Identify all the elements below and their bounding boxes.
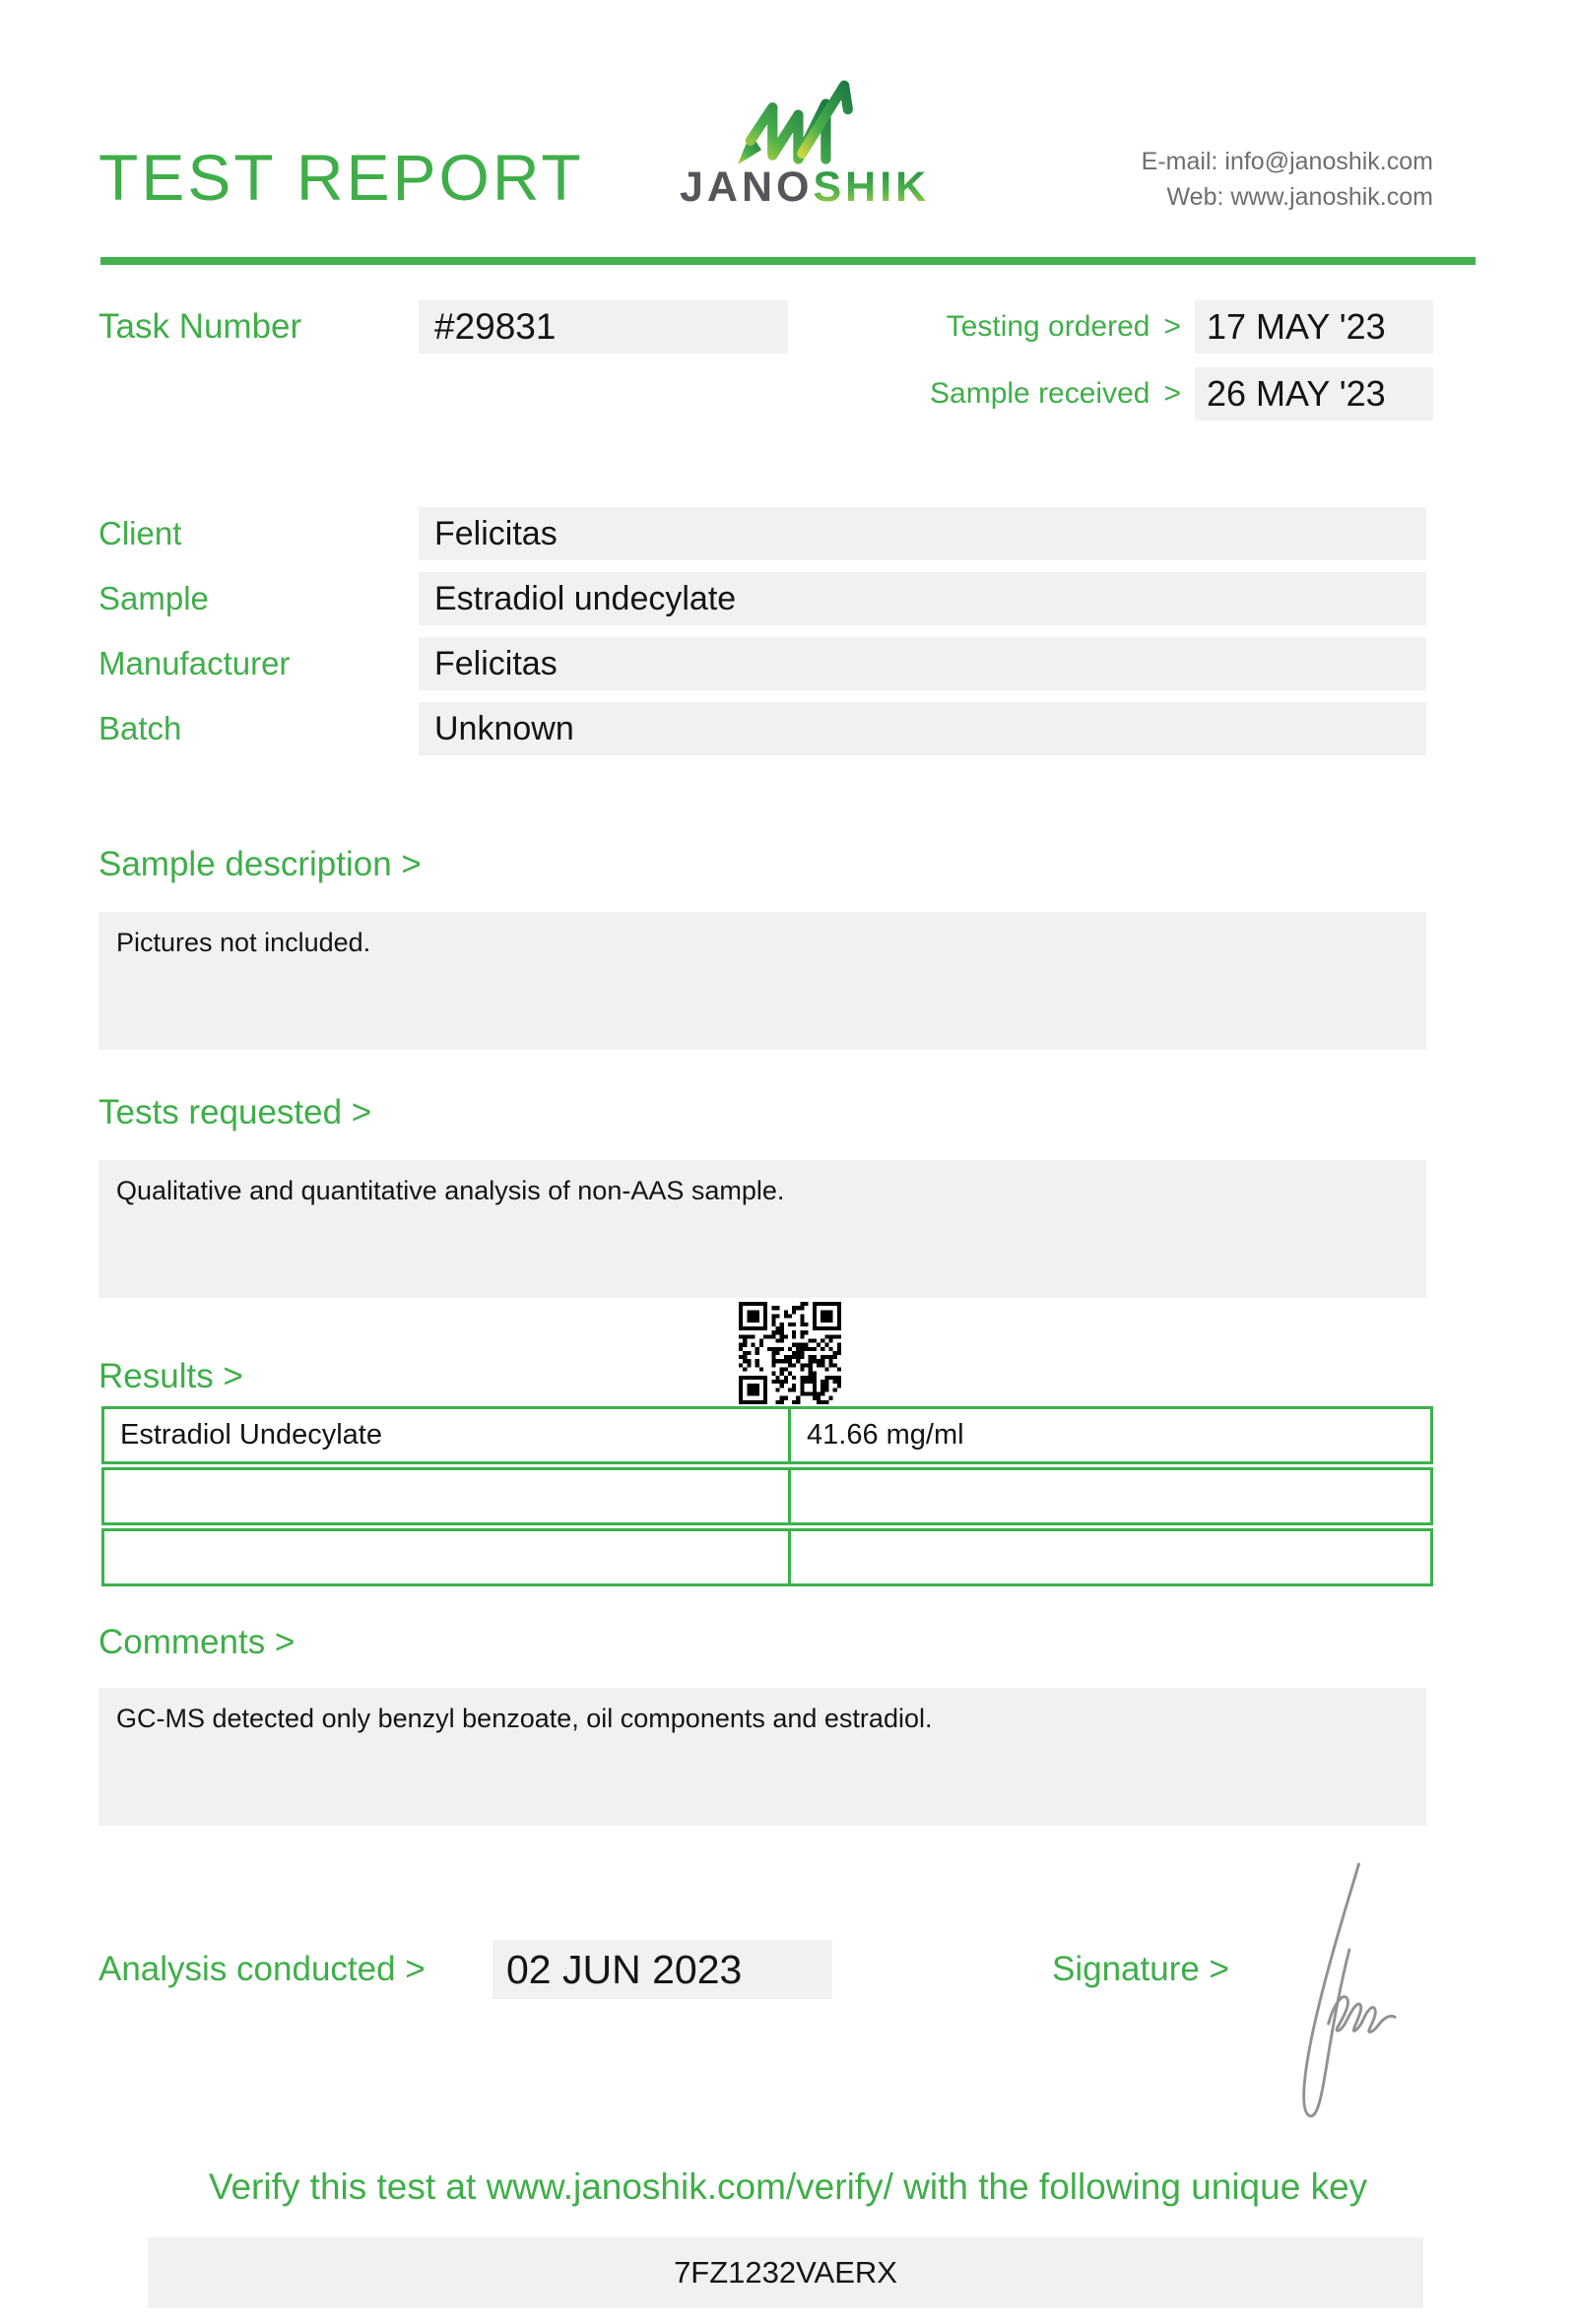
logo-wordmark-green: SHIK (813, 163, 931, 211)
comments-box: GC-MS detected only benzyl benzoate, oil components and estradiol. (98, 1688, 1426, 1826)
sample-received-arrow: > (1163, 377, 1181, 410)
detail-row-sample (0, 572, 1576, 625)
sample-received-row (930, 367, 1433, 420)
results-table-row (101, 1467, 1433, 1525)
result-value (788, 1470, 1430, 1522)
sample-label: Sample (98, 580, 209, 616)
testing-ordered-row (947, 300, 1433, 354)
task-number-value: #29831 (419, 300, 788, 354)
logo-chart-icon (729, 69, 906, 165)
signature-label: Signature > (1052, 1950, 1229, 1988)
result-value (788, 1531, 1430, 1583)
detail-row-client (0, 507, 1576, 560)
manufacturer-label: Manufacturer (98, 645, 291, 681)
batch-value: Unknown (419, 702, 1426, 755)
detail-row-batch (0, 702, 1576, 755)
manufacturer-value: Felicitas (419, 637, 1426, 690)
sample-description-box: Pictures not included. (98, 912, 1426, 1050)
logo-wordmark (680, 163, 975, 212)
comments-heading: Comments > (98, 1623, 296, 1661)
testing-ordered-label: Testing ordered (946, 310, 1150, 343)
testing-ordered-arrow: > (1163, 310, 1181, 343)
analysis-conducted-value: 02 JUN 2023 (492, 1940, 832, 1999)
analysis-conducted-label: Analysis conducted > (98, 1950, 426, 1988)
contact-web: Web: www.janoshik.com (1166, 183, 1433, 211)
results-table (101, 1406, 1433, 1586)
batch-label: Batch (98, 710, 182, 746)
detail-row-manufacturer (0, 637, 1576, 690)
task-number-label: Task Number (98, 307, 302, 346)
sample-value: Estradiol undecylate (419, 572, 1426, 625)
logo-wordmark-gray: JANO (680, 163, 814, 211)
tests-requested-box: Qualitative and quantitative analysis of non-AAS sample. (98, 1160, 1426, 1298)
verify-instruction: Verify this test at www.janoshik.com/verify/ with the following unique key (208, 2166, 1368, 2207)
result-analyte (104, 1470, 788, 1522)
sample-received-value: 26 MAY '23 (1195, 367, 1433, 420)
header-divider (100, 257, 1476, 265)
tests-requested-heading: Tests requested > (98, 1093, 372, 1131)
testing-ordered-value: 17 MAY '23 (1195, 300, 1433, 354)
qr-code (739, 1302, 841, 1404)
sample-description-heading: Sample description > (98, 845, 422, 883)
result-analyte: Estradiol Undecylate (120, 1419, 382, 1451)
result-value: 41.66 mg/ml (788, 1409, 1430, 1461)
client-label: Client (98, 515, 182, 551)
results-heading: Results > (98, 1357, 243, 1395)
contact-email: E-mail: info@janoshik.com (1141, 148, 1433, 175)
result-analyte (104, 1531, 788, 1583)
client-value: Felicitas (419, 507, 1426, 560)
results-table-row (101, 1528, 1433, 1586)
results-table-row (101, 1406, 1433, 1464)
signature-image (1266, 1856, 1399, 2142)
contact-info (1142, 144, 1433, 215)
unique-key-value: 7FZ1232VAERX (148, 2237, 1423, 2308)
sample-received-label: Sample received (930, 377, 1150, 410)
page-title: TEST REPORT (98, 141, 584, 214)
